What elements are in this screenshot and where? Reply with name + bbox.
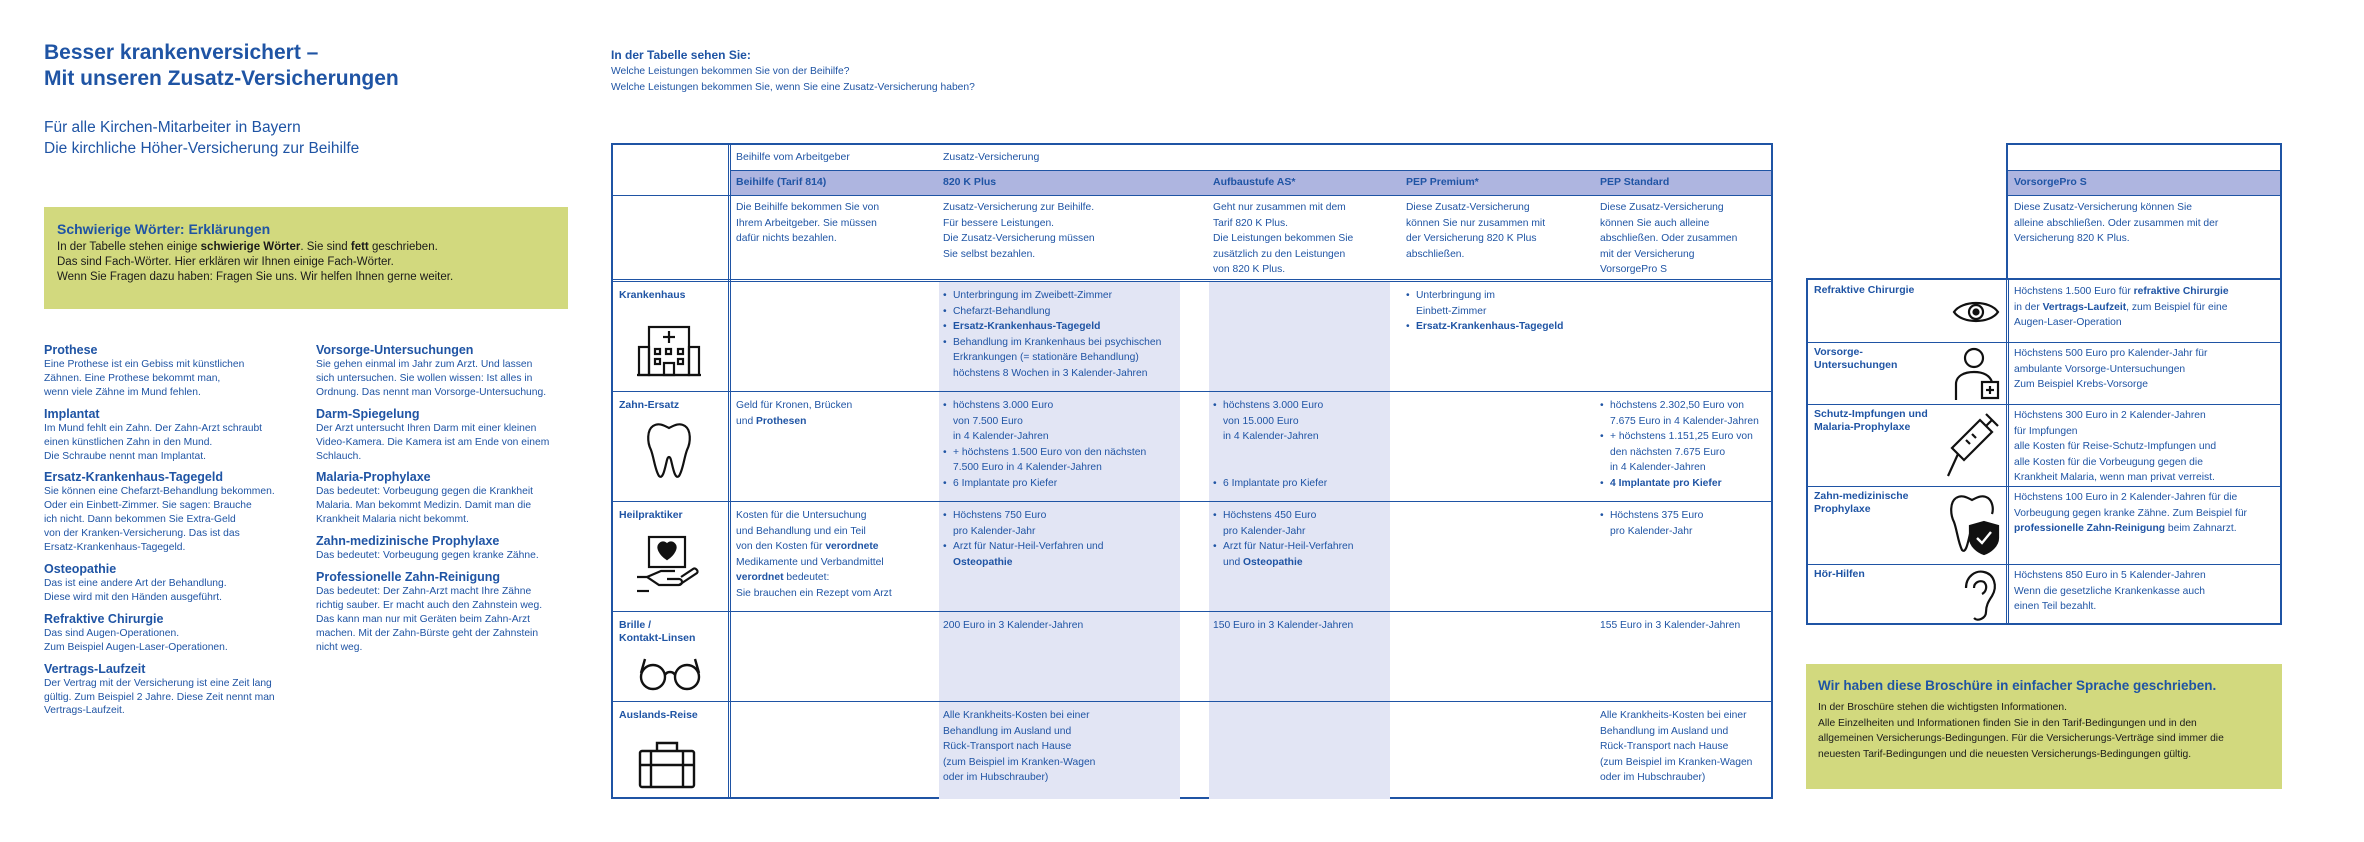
glossary-definition-line: Zum Beispiel Augen-Laser-Operationen. (44, 641, 228, 653)
bullet-list (1600, 398, 1759, 491)
text: von 7.500 Euro (953, 415, 1023, 427)
list-item (943, 319, 1161, 335)
text-line: Rück-Transport nach Hause (1600, 741, 1729, 752)
glossary-definition-line: gültig. Zum Beispiel 2 Jahre. Diese Zeit nennt man (44, 691, 275, 703)
text: von den Kosten für (736, 541, 826, 552)
text: Geld für Kronen, Brücken (736, 400, 853, 411)
comparison-table (611, 143, 1773, 799)
text: , zum Beispiel für eine (2126, 301, 2228, 313)
text-line: Zum Beispiel Krebs-Vorsorge (2014, 379, 2148, 390)
glossary-definition-line: ich nicht. Dann bekommen Sie Extra-Geld (44, 514, 236, 526)
text-line: Alle Krankheits-Kosten bei einer (943, 710, 1090, 721)
glossary-term: Ersatz-Krankenhaus-Tagegeld (44, 470, 223, 485)
glossary-definition-line: nicht weg. (316, 641, 363, 653)
text: den nächsten 7.675 Euro (1610, 446, 1726, 458)
row-label-auslands-reise: Auslands-Reise (619, 709, 698, 721)
list-item (943, 304, 1161, 320)
bullet-list (943, 398, 1146, 491)
glossary-definition-line: Die Schraube nennt man Implantat. (44, 450, 206, 462)
glossary-definition-line: Sie gehen einmal im Jahr zum Arzt. Und lassen (316, 359, 533, 370)
info-line: allgemeinen Versicherungs-Bedingungen. Für die Versicherungs-Verträge sind immer die (1818, 733, 2224, 744)
text: Arzt für Natur-Heil-Verfahren (1223, 541, 1354, 552)
text-line: höchstens 8 Wochen in 3 Kalender-Jahren (953, 367, 1148, 379)
text-line: für Impfungen (2014, 425, 2078, 437)
list-item (943, 335, 1161, 351)
glossary-term: Professionelle Zahn-Reinigung (316, 570, 501, 585)
text-line: können Sie nur zusammen mit (1406, 217, 1546, 229)
text: von 15.000 Euro (1223, 415, 1299, 427)
desc-pep-premium (1406, 200, 1545, 262)
glossary-definition-line: von der Kranken-Versicherung. Das ist das (44, 528, 240, 540)
info-text (1818, 700, 2268, 762)
glossary-definition-line: Sie können eine Chefarzt-Behandlung bekommen. (44, 486, 275, 498)
info-line: Alle Einzelheiten und Informationen finden Sie in den Tarif-Bedingungen und in den (1818, 717, 2197, 729)
text: . Sie sind (300, 241, 351, 253)
cell-brille-820: 200 Euro in 3 Kalender-Jahren (943, 620, 1084, 631)
list-item (1213, 508, 1353, 539)
glossary-column-1 (44, 336, 304, 718)
text-line: mit der Versicherung (1600, 248, 1695, 260)
glossary-definition-line: Eine Prothese ist ein Gebiss mit künstlichen (44, 359, 245, 370)
cell-heil-820 (943, 508, 1104, 570)
text: Einbett-Zimmer (1416, 305, 1487, 317)
row-label-brille (619, 619, 695, 645)
text-line: Sie selbst bezahlen. (943, 248, 1036, 260)
text: Unterbringung im Zweibett-Zimmer (953, 290, 1113, 301)
cell-zahn-beihilfe (736, 398, 852, 429)
cell-heil-beihilfe (736, 508, 892, 601)
list-item (1406, 288, 1563, 319)
glossary-definition-line: Ersatz-Krankenhaus-Tagegeld. (44, 542, 186, 554)
text: in 4 Kalender-Jahren (953, 431, 1049, 442)
col-820-k-plus: 820 K Plus (943, 176, 997, 188)
text-line: Versicherung 820 K Plus. (2014, 233, 2130, 244)
glossary-definition-line: Oder ein Einbett-Zimmer. Sie sagen: Brauche (44, 500, 252, 512)
glossary-definition-line: Das bedeutet: Vorbeugung gegen die Krankheit (316, 486, 533, 498)
cell-brille-as: 150 Euro in 3 Kalender-Jahren (1213, 620, 1354, 631)
text: Sie brauchen ein Rezept vom Arzt (736, 587, 892, 599)
subtitle-line-2: Die kirchliche Höher-Versicherung zur Beihilfe (44, 140, 360, 157)
col-vorsorgepro-s: VorsorgePro S (2014, 176, 2087, 188)
text-line: alleine abschließen. Oder zusammen mit der (2014, 217, 2219, 229)
title-line-1: Besser krankenversichert – (44, 41, 319, 64)
glossary-term: Prothese (44, 343, 98, 357)
text-line: Die Beihilfe bekommen Sie von (736, 202, 880, 213)
bold-text: Ersatz-Krankenhaus-Tagegeld (1416, 321, 1564, 332)
doctor-icon (1954, 346, 2000, 402)
text: Höchstens 375 Euro (1610, 510, 1704, 521)
group-zusatz: Zusatz-Versicherung (943, 151, 1040, 163)
glossary-term: Vertrags-Laufzeit (44, 661, 146, 676)
bold-text: Prothesen (756, 415, 807, 427)
subtitle-line-1: Für alle Kirchen-Mitarbeiter in Bayern (44, 119, 301, 136)
right-row-label-line: Untersuchungen (1814, 359, 1898, 371)
bullet-list (1406, 288, 1563, 335)
text-line: Behandlung im Ausland und (1600, 725, 1729, 737)
text: Medikamente und Verbandmittel (736, 556, 884, 568)
glossary-definition-line: Diese wird mit den Händen ausgeführt. (44, 591, 223, 603)
text: 7.500 Euro in 4 Kalender-Jahren (953, 462, 1102, 473)
text-line: (zum Beispiel im Kranken-Wagen (1600, 756, 1753, 768)
text-line: Erkrankungen (= stationäre Behandlung) (953, 352, 1139, 363)
bullet-list (1213, 398, 1327, 491)
bold-text: Osteopathie (953, 556, 1013, 568)
text: pro Kalender-Jahr (953, 525, 1036, 537)
glossary-definition-line: Der Vertrag mit der Versicherung ist eine Zeit lang (44, 677, 272, 689)
glossary-term: Zahn-medizinische Prophylaxe (316, 534, 500, 549)
info-box (1806, 664, 2282, 789)
text-line: Krankheit Malaria, wenn man privat verreist. (2014, 472, 2215, 483)
text: höchstens 2.302,50 Euro von (1610, 400, 1744, 411)
bold-text: fett (350, 241, 369, 253)
glossary-definition-line: Ordnung. Das nennt man Vorsorge-Untersuchung. (316, 386, 547, 398)
right-row-label-line: Prophylaxe (1814, 503, 1871, 515)
text-line: VorsorgePro S (1600, 264, 1667, 275)
text: Höchstens 1.500 Euro für (2014, 286, 2134, 297)
glossary-term: Refraktive Chirurgie (44, 611, 164, 626)
glossary-definition-line: Das kann man nur mit Geräten beim Zahn-Arzt (316, 613, 531, 625)
hard-words-text (57, 240, 453, 285)
right-row-label-line: Refraktive Chirurgie (1814, 284, 1915, 296)
text: Höchstens 750 Euro (953, 510, 1047, 521)
right-row-label-line: Vorsorge- (1814, 346, 1863, 358)
row-label-brille-line2: Kontakt-Linsen (619, 632, 696, 644)
text: geschrieben. (368, 241, 438, 253)
tooth-icon (645, 420, 693, 480)
text: + höchstens 1.500 Euro von den nächsten (953, 446, 1147, 458)
list-item (1600, 398, 1759, 429)
bold-text: verordnet (736, 572, 784, 583)
col-aufbaustufe-as: Aufbaustufe AS* (1213, 176, 1296, 188)
list-item (1213, 539, 1353, 570)
text-line: Augen-Laser-Operation (2014, 317, 2122, 328)
list-item (943, 508, 1104, 539)
right-row-label (1814, 284, 1914, 297)
text: 6 Implantate pro Kiefer (953, 477, 1058, 489)
text-line: Zusatz-Versicherung zur Beihilfe. (943, 202, 1095, 213)
text: 7.675 Euro in 4 Kalender-Jahren (1610, 415, 1759, 427)
hard-words-line-1 (57, 240, 453, 255)
text-line: (zum Beispiel im Kranken-Wagen (943, 756, 1096, 768)
text-line: abschließen. (1406, 248, 1465, 260)
glossary-column-2 (316, 336, 576, 655)
glossary-definition-line: machen. Mit der Zahn-Bürste geht der Zahnstein (316, 627, 539, 639)
text-line: ambulante Vorsorge-Untersuchungen (2014, 363, 2186, 375)
glossary-definition-line: einen künstlichen Zahn in den Mund. (44, 436, 213, 448)
text-line: Behandlung im Ausland und (943, 725, 1072, 737)
text-line: dafür nichts bezahlen. (736, 233, 837, 244)
glossary-term: Implantat (44, 406, 100, 421)
text: höchstens 3.000 Euro (953, 400, 1054, 411)
text-line: Tarif 820 K Plus. (1213, 217, 1288, 229)
list-item (1600, 476, 1759, 492)
glossary-definition-line: Das bedeutet: Vorbeugung gegen kranke Zähne. (316, 550, 539, 562)
text: Behandlung im Krankenhaus bei psychischen (953, 336, 1162, 348)
text: 6 Implantate pro Kiefer (1223, 477, 1328, 489)
glossary-definition-line: Schlauch. (316, 450, 362, 462)
text-line: Diese Zusatz-Versicherung (1600, 202, 1724, 213)
text-line: Rück-Transport nach Hause (943, 741, 1072, 752)
suitcase-icon (637, 739, 697, 789)
list-item (943, 398, 1146, 445)
page-title (44, 40, 399, 92)
row-label-brille-line1: Brille / (619, 619, 652, 631)
hard-words-line-2: Das sind Fach-Wörter. Hier erklären wir Ihnen einige Fach-Wörter. (57, 256, 394, 268)
title-line-2: Mit unseren Zusatz-Versicherungen (44, 67, 399, 90)
list-item (1406, 319, 1563, 335)
text: Höchstens 450 Euro (1223, 510, 1317, 521)
glossary-definition-line: Das sind Augen-Operationen. (44, 627, 180, 639)
desc-beihilfe (736, 200, 879, 247)
text-line: zusätzlich zu den Leistungen (1213, 248, 1346, 260)
right-row-text (2014, 490, 2247, 537)
glossary-term: Darm-Spiegelung (316, 406, 420, 421)
text-line: Vorbeugung gegen kranke Zähne. Zum Beispiel für (2014, 507, 2247, 519)
hard-words-title: Schwierige Wörter: Erklärungen (57, 221, 271, 237)
glossary-definition-line: wenn viele Zähne im Mund fehlen. (44, 386, 201, 398)
right-row-text (2014, 284, 2229, 331)
glossary-definition-line: Zähnen. Eine Prothese bekommt man, (44, 372, 221, 384)
cell-kh-820 (943, 288, 1161, 381)
cell-heil-as (1213, 508, 1353, 570)
text: Unterbringung im (1416, 290, 1495, 301)
list-item (1213, 476, 1327, 492)
glasses-icon (637, 653, 703, 695)
bold-text: professionelle Zahn-Reinigung (2014, 523, 2166, 534)
right-row-text (2014, 568, 2206, 615)
col-pep-premium: PEP Premium* (1406, 176, 1479, 188)
text: pro Kalender-Jahr (1610, 525, 1693, 537)
row-label-heilpraktiker: Heilpraktiker (619, 509, 683, 521)
desc-820 (943, 200, 1095, 262)
right-row-text (2014, 346, 2207, 393)
text-line: oder im Hubschrauber) (943, 772, 1049, 783)
intro-line-2: Welche Leistungen bekommen Sie, wenn Sie eine Zusatz-Versicherung haben? (611, 82, 975, 93)
cell-brille-pep-standard: 155 Euro in 3 Kalender-Jahren (1600, 620, 1741, 631)
bold-text: schwierige Wörter (200, 241, 301, 253)
text-line: von 820 K Plus. (1213, 264, 1286, 275)
table-intro (611, 48, 975, 96)
healing-hands-icon (635, 533, 701, 599)
list-item (943, 288, 1161, 304)
bold-text: 4 Implantate pro Kiefer (1610, 477, 1722, 489)
cell-heil-pep-standard (1600, 508, 1703, 539)
right-row-label (1814, 490, 1909, 516)
info-title: Wir haben diese Broschüre in einfacher Sprache geschrieben. (1818, 678, 2217, 693)
text: bedeutet: (783, 572, 830, 583)
text: In der Tabelle stehen einige (57, 241, 201, 253)
text-line: Für bessere Leistungen. (943, 217, 1055, 229)
list-item (1600, 429, 1759, 476)
text-line: Höchstens 100 Euro in 2 Kalender-Jahren für die (2014, 492, 2238, 503)
text-line: Ihrem Arbeitgeber. Sie müssen (736, 217, 877, 229)
glossary-definition-line: Video-Kamera. Die Kamera ist am Ende von einem (316, 436, 550, 448)
text-line: Höchstens 300 Euro in 2 Kalender-Jahren (2014, 410, 2206, 421)
text: in 4 Kalender-Jahren (1223, 431, 1319, 442)
text-line: Alle Krankheits-Kosten bei einer (1600, 710, 1747, 721)
right-row-label (1814, 346, 1897, 372)
cell-kh-pep-premium (1406, 288, 1563, 335)
hospital-icon (635, 317, 703, 377)
cell-zahn-as (1213, 398, 1327, 491)
vorsorgepro-table (1806, 278, 2282, 625)
right-row-label-line: Schutz-Impfungen und (1814, 408, 1928, 420)
row-label-krankenhaus: Krankenhaus (619, 289, 686, 301)
right-row-label (1814, 568, 1865, 581)
info-line: neuesten Tarif-Bedingungen und die neuesten Versicherungs-Bedingungen gültig. (1818, 748, 2192, 760)
text-line: Wenn die gesetzliche Krankenkasse auch (2014, 585, 2205, 597)
text-line: oder im Hubschrauber) (1600, 772, 1706, 783)
text-line: Die Zusatz-Versicherung müssen (943, 233, 1095, 244)
glossary-definition-line: Das bedeutet: Der Zahn-Arzt macht Ihre Zähne (316, 586, 532, 598)
glossary-definition-line: Krankheit Malaria nicht bekommt. (316, 514, 469, 526)
info-line: In der Broschüre stehen die wichtigsten Informationen. (1818, 702, 2067, 713)
page-subtitle (44, 117, 359, 159)
glossary-definition-line: sich untersuchen. Sie wollen wissen: Ist alles in (316, 372, 533, 384)
text: und (736, 415, 757, 427)
glossary-definition-line: Vertrags-Laufzeit. (44, 705, 125, 717)
text-line: Höchstens 850 Euro in 5 Kalender-Jahren (2014, 570, 2206, 581)
text: in der (2014, 301, 2043, 313)
glossary-definition-line: richtig sauber. Er macht auch den Zahnstein weg. (316, 599, 543, 611)
eye-icon (1952, 294, 2000, 330)
group-beihilfe: Beihilfe vom Arbeitgeber (736, 151, 850, 163)
text-line: abschließen. Oder zusammen (1600, 233, 1738, 244)
right-row-label-line: Malaria-Prophylaxe (1814, 421, 1911, 433)
text-line: Diese Zusatz-Versicherung (1406, 202, 1530, 213)
glossary-term: Vorsorge-Untersuchungen (316, 343, 474, 357)
glossary-term: Malaria-Prophylaxe (316, 470, 431, 485)
text-line: Die Leistungen bekommen Sie (1213, 233, 1354, 244)
text-line: einen Teil bezahlt. (2014, 601, 2097, 612)
list-item (943, 445, 1146, 476)
col-pep-standard: PEP Standard (1600, 176, 1670, 188)
text-line: Geht nur zusammen mit dem (1213, 202, 1346, 213)
row-label-zahn-ersatz: Zahn-Ersatz (619, 399, 680, 411)
bold-text: Ersatz-Krankenhaus-Tagegeld (953, 321, 1101, 332)
right-row-label (1814, 408, 1928, 434)
list-item (1600, 508, 1703, 539)
text-line: der Versicherung 820 K Plus (1406, 233, 1537, 244)
bold-text: Osteopathie (1243, 556, 1303, 568)
text-line: alle Kosten für die Vorbeugung gegen die (2014, 456, 2203, 468)
cell-ausland-pep-standard (1600, 708, 1752, 786)
bold-text: verordnete (825, 541, 879, 552)
glossary-definition-line: Malaria. Man bekommt Medizin. Damit man die (316, 500, 532, 512)
right-row-label-line: Hör-Hilfen (1814, 568, 1865, 580)
vorsorgepro-header (2006, 143, 2282, 280)
right-row-text (2014, 408, 2216, 486)
text: Chefarzt-Behandlung (953, 305, 1051, 317)
cell-zahn-820 (943, 398, 1146, 491)
text: und (1223, 556, 1244, 568)
text-line: alle Kosten für Reise-Schutz-Impfungen und (2014, 441, 2217, 452)
text: höchstens 3.000 Euro (1223, 400, 1324, 411)
desc-pep-standard (1600, 200, 1737, 278)
text: beim Zahnarzt. (2165, 523, 2237, 534)
glossary-term: Osteopathie (44, 561, 117, 576)
desc-vorsorgepro (2014, 200, 2218, 247)
glossary-definition-line: Das ist eine andere Art der Behandlung. (44, 577, 227, 589)
list-item (943, 476, 1146, 492)
intro-title: In der Tabelle sehen Sie: (611, 48, 751, 62)
bullet-list (943, 288, 1161, 350)
bold-text: Vertrags-Laufzeit (2042, 301, 2127, 313)
tooth-shield-icon (1948, 492, 2002, 560)
text: pro Kalender-Jahr (1223, 525, 1306, 537)
text: Arzt für Natur-Heil-Verfahren und (953, 541, 1104, 552)
desc-as (1213, 200, 1353, 278)
glossary-definition-line: Im Mund fehlt ein Zahn. Der Zahn-Arzt schraubt (44, 422, 263, 434)
list-item (943, 539, 1104, 570)
cell-zahn-pep-standard (1600, 398, 1759, 491)
text-line: können Sie auch alleine (1600, 217, 1710, 229)
text: Kosten für die Untersuchung (736, 510, 867, 521)
text-line: Diese Zusatz-Versicherung können Sie (2014, 202, 2193, 213)
hard-words-box (44, 207, 568, 309)
glossary-definition-line: Der Arzt untersucht Ihren Darm mit einer kleinen (316, 422, 537, 434)
ear-icon (1958, 568, 1998, 622)
syringe-icon (1944, 410, 2002, 480)
text-line: Höchstens 500 Euro pro Kalender-Jahr für (2014, 348, 2208, 359)
text: + höchstens 1.151,25 Euro von (1610, 431, 1753, 442)
text: und Behandlung und ein Teil (736, 525, 866, 537)
intro-line-1: Welche Leistungen bekommen Sie von der Beihilfe? (611, 66, 850, 77)
text: in 4 Kalender-Jahren (1610, 462, 1706, 473)
col-beihilfe: Beihilfe (Tarif 814) (736, 176, 827, 188)
right-row-label-line: Zahn-medizinische (1814, 490, 1909, 502)
list-item (1213, 398, 1327, 445)
cell-ausland-820 (943, 708, 1095, 786)
bold-text: refraktive Chirurgie (2133, 286, 2229, 297)
hard-words-line-3: Wenn Sie Fragen dazu haben: Fragen Sie uns. Wir helfen Ihnen gerne weiter. (57, 271, 454, 283)
